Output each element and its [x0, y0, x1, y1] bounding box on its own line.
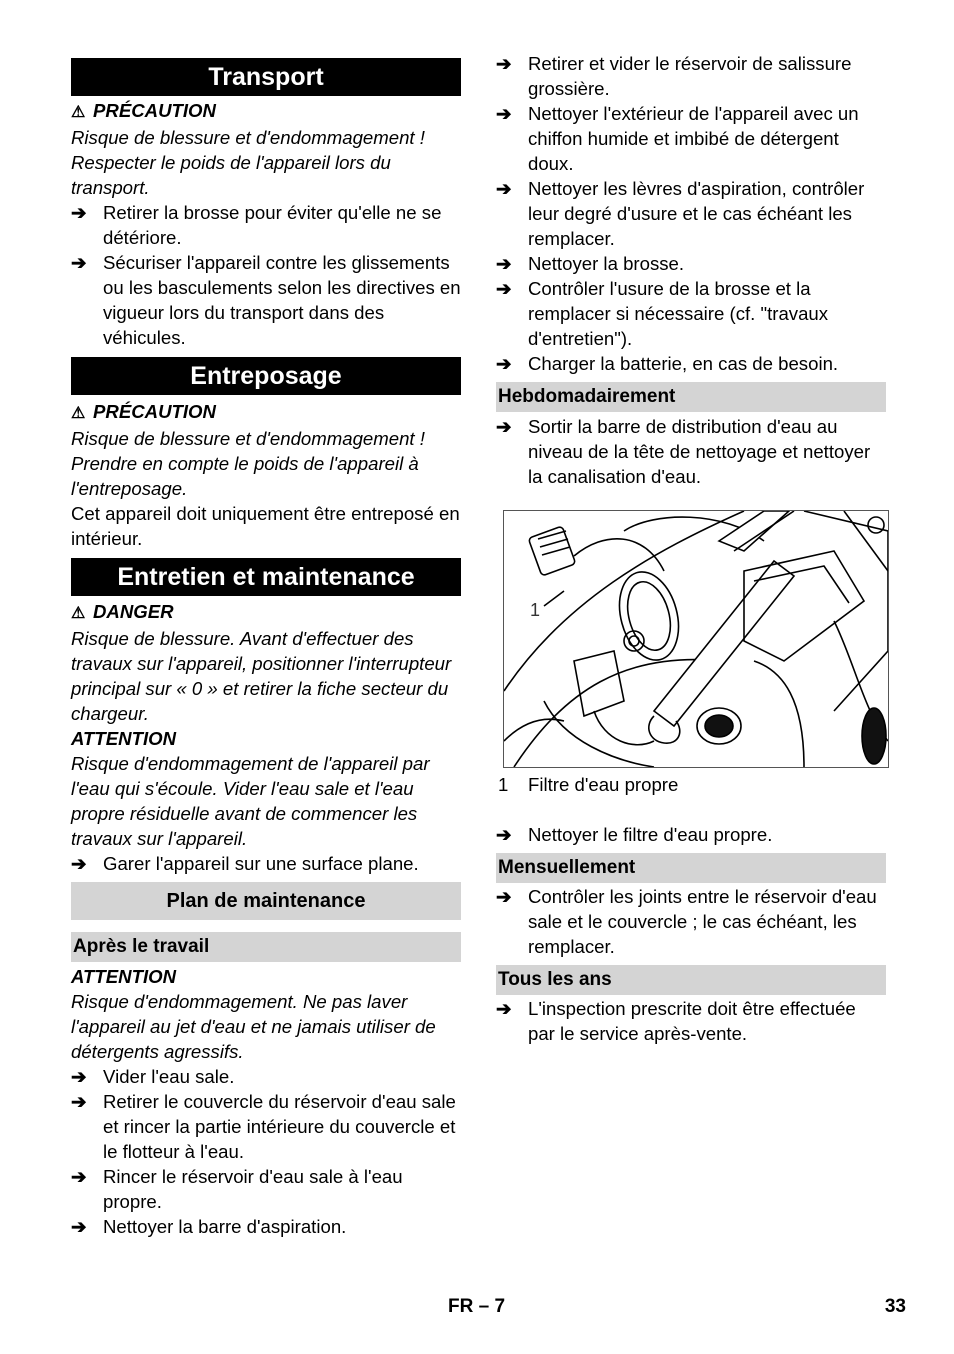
list-item: ➔ Nettoyer les lèvres d'aspiration, contrôler leur degré d'usure et le cas échéant les remplacer. [496, 178, 865, 249]
list-item: ➔ Retirer et vider le réservoir de salissure grossière. [496, 53, 852, 99]
arrow-right-icon: ➔ [71, 853, 87, 874]
legend-text: Filtre d'eau propre [528, 774, 679, 795]
arrow-right-icon: ➔ [71, 202, 87, 223]
storage-note: Cet appareil doit uniquement être entreposé en intérieur. [71, 503, 460, 549]
arrow-right-icon: ➔ [496, 353, 512, 374]
arrow-right-icon: ➔ [496, 886, 512, 907]
page-number: 33 [884, 1296, 906, 1317]
arrow-right-icon: ➔ [496, 53, 512, 74]
arrow-right-icon: ➔ [71, 1066, 87, 1087]
attention-label: ATTENTION [71, 728, 177, 749]
arrow-right-icon: ➔ [496, 824, 512, 845]
maintenance-heading: Entretien et maintenance [71, 558, 461, 596]
attention-label: ATTENTION [71, 966, 177, 987]
precaution-text: Risque de blessure et d'endommagement ! Respecter le poids de l'appareil lors du transport. [71, 127, 425, 198]
list-item: ➔ Retirer la brosse pour éviter qu'elle ne se détériore. [71, 202, 442, 248]
list-item: ➔ Contrôler les joints entre le réservoir d'eau sale et le couvercle ; le cas échéant, les remplacer. [496, 886, 877, 957]
arrow-right-icon: ➔ [496, 278, 512, 299]
arrow-right-icon: ➔ [71, 1166, 87, 1187]
attention-text: Risque d'endommagement de l'appareil par l'eau qui s'écoule. Vider l'eau sale et l'eau propre résiduelle avant de commencer les travaux sur l'appareil. [71, 753, 430, 849]
left-column [71, 0, 461, 1239]
warning-triangle-icon: ⚠ [71, 104, 86, 121]
arrow-right-icon: ➔ [496, 416, 512, 437]
list-item: ➔ Contrôler l'usure de la brosse et la remplacer si nécessaire (cf. "travaux d'entretien"). [496, 278, 829, 349]
machine-drawing [504, 511, 888, 767]
arrow-right-icon: ➔ [496, 253, 512, 274]
plan-heading: Plan de maintenance [71, 882, 461, 920]
precaution-text: Risque de blessure et d'endommagement ! Prendre en compte le poids de l'appareil à l'entreposage. [71, 428, 425, 499]
list-item: ➔ Vider l'eau sale. [71, 1066, 235, 1087]
precaution-label: ⚠ PRÉCAUTION [71, 399, 461, 426]
monthly-heading: Mensuellement [496, 853, 886, 883]
transport-heading: Transport [71, 58, 461, 96]
footer-section: FR – 7 [448, 1296, 506, 1317]
list-item: ➔ Garer l'appareil sur une surface plane. [71, 853, 419, 874]
arrow-right-icon: ➔ [71, 252, 87, 273]
storage-heading: Entreposage [71, 357, 461, 395]
after-work-heading: Après le travail [71, 932, 461, 962]
list-item: ➔ Retirer le couvercle du réservoir d'eau sale et rincer la partie intérieure du couvercle et le flotteur à l'eau. [71, 1091, 456, 1162]
list-item: ➔ Nettoyer la brosse. [496, 253, 685, 274]
list-item: ➔ Rincer le réservoir d'eau sale à l'eau propre. [71, 1166, 403, 1212]
figure-callout: 1 [530, 600, 541, 620]
list-item: ➔ Sortir la barre de distribution d'eau au niveau de la tête de nettoyage et nettoyer la canalisation d'eau. [496, 416, 871, 487]
warning-triangle-icon: ⚠ [71, 605, 86, 622]
list-item: ➔ Charger la batterie, en cas de besoin. [496, 353, 839, 374]
legend-number: 1 [498, 774, 509, 795]
arrow-right-icon: ➔ [496, 998, 512, 1019]
danger-text: Risque de blessure. Avant d'effectuer des travaux sur l'appareil, positionner l'interrupteur principal sur « 0 » et retirer la fiche secteur du chargeur. [71, 628, 452, 724]
yearly-heading: Tous les ans [496, 965, 886, 995]
list-item: ➔ Sécuriser l'appareil contre les glissements ou les basculements selon les directives en vigueur lors du transport dans des véhicules. [71, 252, 461, 348]
list-item: ➔ Nettoyer le filtre d'eau propre. [496, 824, 773, 845]
precaution-label: ⚠ PRÉCAUTION [71, 98, 461, 125]
arrow-right-icon: ➔ [496, 103, 512, 124]
weekly-heading: Hebdomadairement [496, 382, 886, 412]
right-column [496, 0, 886, 1046]
arrow-right-icon: ➔ [496, 178, 512, 199]
water-filter-illustration [503, 510, 889, 768]
danger-label: ⚠ DANGER [71, 599, 461, 626]
list-item: ➔ L'inspection prescrite doit être effectuée par le service après-vente. [496, 998, 856, 1044]
arrow-right-icon: ➔ [71, 1216, 87, 1237]
figure-legend [496, 772, 886, 797]
warning-triangle-icon: ⚠ [71, 405, 86, 422]
attention-text: Risque d'endommagement. Ne pas laver l'appareil au jet d'eau et ne jamais utiliser de détergents agressifs. [71, 991, 436, 1062]
arrow-right-icon: ➔ [71, 1091, 87, 1112]
list-item: ➔ Nettoyer la barre d'aspiration. [71, 1216, 347, 1237]
list-item: ➔ Nettoyer l'extérieur de l'appareil avec un chiffon humide et imbibé de détergent doux. [496, 103, 859, 174]
